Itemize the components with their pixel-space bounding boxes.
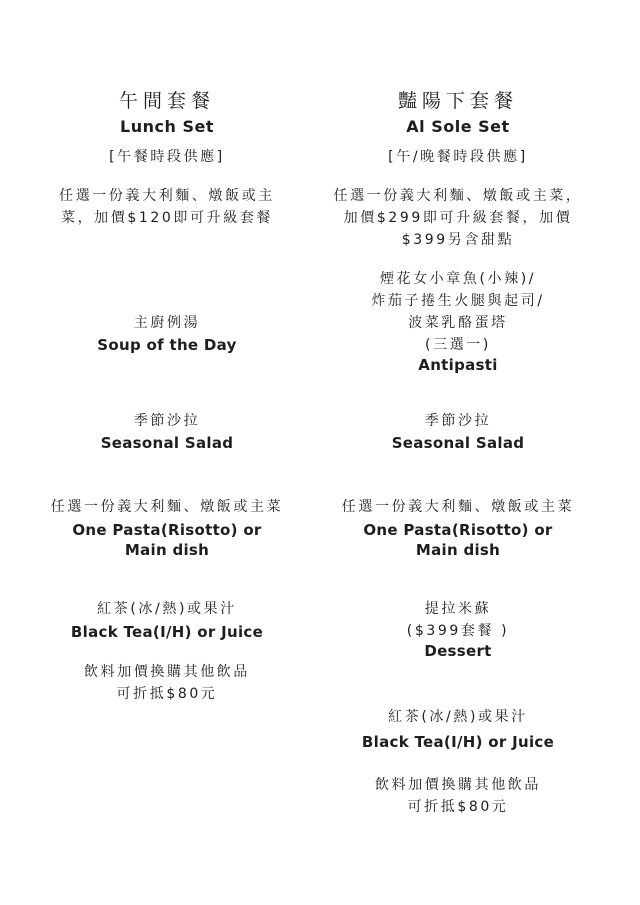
lunch-salad-en: Seasonal Salad [100, 434, 234, 452]
lunch-soup-en: Soup of the Day [97, 336, 237, 354]
lunch-drink-note: 飲料加價換購其他飲品 可折抵$80元 [84, 664, 250, 702]
lunch-hours: [午餐時段供應] [109, 149, 225, 165]
al-sole-hours: [午/晚餐時段供應] [388, 149, 528, 165]
al-sole-dessert-en: Dessert [424, 642, 492, 660]
al-sole-main-en: One Pasta(Risotto) or Main dish [363, 521, 553, 559]
al-sole-salad-zh: 季節沙拉 [424, 413, 492, 429]
lunch-main-zh: 任選一份義大利麵、燉飯或主菜 [50, 499, 284, 515]
lunch-drink-zh: 紅茶(冰/熱)或果汁 [97, 601, 237, 617]
al-sole-salad-en: Seasonal Salad [391, 434, 525, 452]
al-sole-antipasti-en: Antipasti [418, 356, 498, 374]
al-sole-antipasti-zh: 煙花女小章魚(小辣)/ 炸茄子捲生火腿與起司/ 波菜乳酪蛋塔 (三選一) [371, 271, 545, 353]
lunch-soup-zh: 主廚例湯 [133, 315, 201, 331]
al-sole-drink-note: 飲料加價換購其他飲品 可折抵$80元 [375, 777, 541, 815]
al-sole-drink-en: Black Tea(I/H) or Juice [361, 733, 555, 751]
al-sole-main-zh: 任選一份義大利麵、燉飯或主菜 [341, 499, 575, 515]
lunch-drink-en: Black Tea(I/H) or Juice [70, 623, 264, 641]
lunch-title-zh: 午間套餐 [118, 90, 215, 112]
lunch-main-en: One Pasta(Risotto) or Main dish [72, 521, 262, 559]
lunch-salad-zh: 季節沙拉 [133, 413, 201, 429]
al-sole-title-zh: 豔陽下套餐 [397, 90, 518, 112]
lunch-title-en: Lunch Set [120, 117, 214, 136]
al-sole-drink-zh: 紅茶(冰/熱)或果汁 [388, 709, 528, 725]
lunch-upgrade-note: 任選一份義大利麵、燉飯或主 菜，加價$120即可升級套餐 [59, 188, 275, 226]
al-sole-upgrade-note: 任選一份義大利麵、燉飯或主菜， 加價$299即可升級套餐，加價 $399另含甜點 [333, 188, 583, 248]
al-sole-dessert-zh: 提拉米蘇 ($399套餐 ) [406, 601, 510, 639]
al-sole-title-en: Al Sole Set [406, 117, 510, 136]
